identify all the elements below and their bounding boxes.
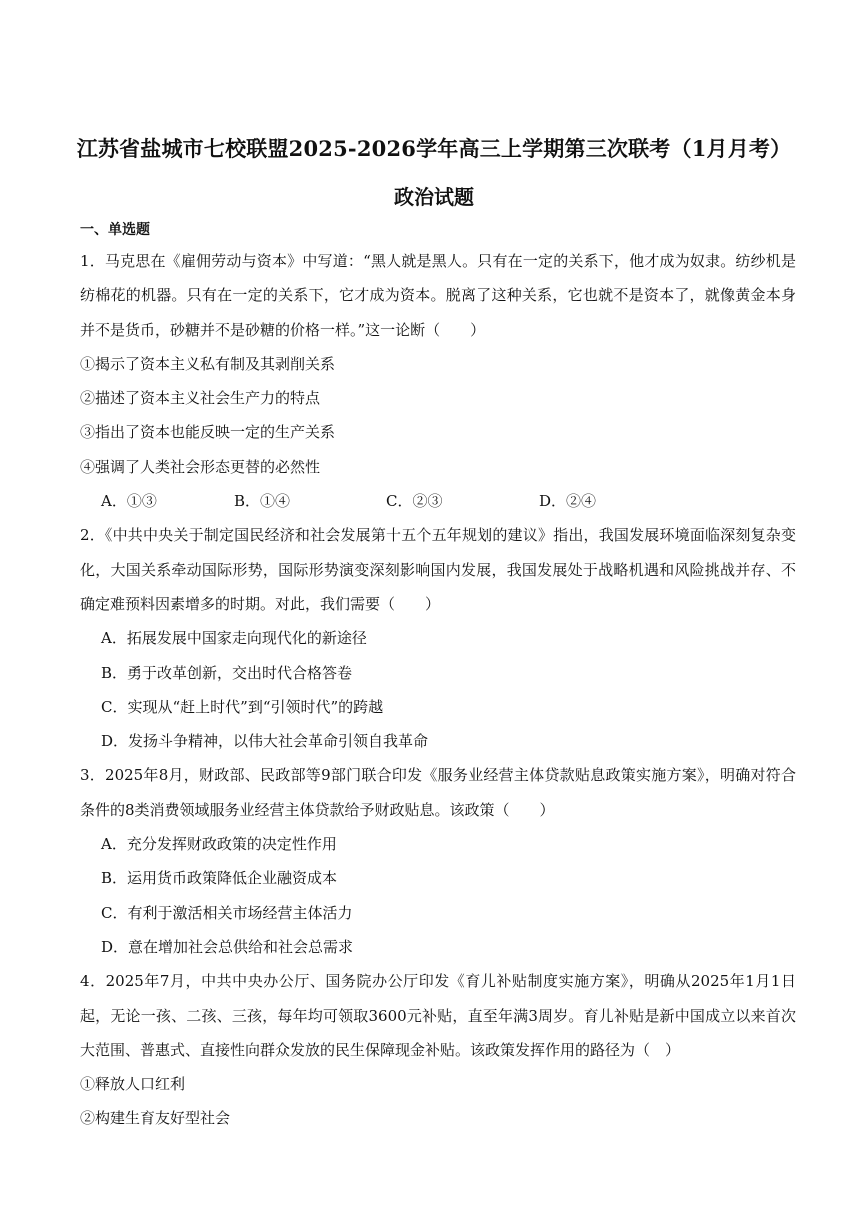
statement-item: ①释放人口红利 — [80, 1075, 186, 1094]
choice-b: B．运用货币政策降低企业融资成本 — [101, 869, 338, 888]
choice-d: D．发扬斗争精神，以伟大社会革命引领自我革命 — [101, 732, 429, 751]
question-4 — [80, 964, 796, 1135]
question-stem: 2．《中共中央关于制定国民经济和社会发展第十五个五年规划的建议》指出，我国发展环境面临深刻复杂变化，大国关系牵动国际形势，国际形势演变深刻影响国内发展，我国发展处于战略机遇和风险挑战并存、不确定难预料因素增多的时期。对此，我们需要（ ） — [80, 526, 796, 613]
choice-a: A．充分发挥财政政策的决定性作用 — [101, 835, 337, 854]
question-2 — [80, 518, 796, 758]
statement-item: ①揭示了资本主义私有制及其剥削关系 — [80, 354, 336, 373]
statement-item: ④强调了人类社会形态更替的必然性 — [80, 457, 321, 476]
statement-item: ②描述了资本主义社会生产力的特点 — [80, 389, 321, 408]
document-subtitle: 政治试题 — [394, 185, 474, 209]
answer-choices — [80, 484, 796, 518]
statement-item: ②构建生育友好型社会 — [80, 1109, 231, 1128]
choice-d: D．②④ — [539, 492, 597, 511]
question-list — [80, 244, 796, 1136]
choice-a: A．拓展发展中国家走向现代化的新途径 — [101, 629, 367, 648]
document-title: 江苏省盐城市七校联盟2025-2026学年高三上学期第三次联考（1月月考） — [76, 136, 792, 161]
question-3 — [80, 758, 796, 964]
choice-a: A．①③ — [101, 492, 157, 511]
question-1 — [80, 244, 796, 518]
choice-d: D．意在增加社会总供给和社会总需求 — [101, 937, 354, 956]
choice-c: C．实现从“赶上时代”到“引领时代”的跨越 — [101, 697, 384, 716]
question-stem: 1．马克思在《雇佣劳动与资本》中写道：“黑人就是黑人。只有在一定的关系下，他才成为奴隶。纺纱机是纺棉花的机器。只有在一定的关系下，它才成为资本。脱离了这种关系，它也就不是资本了，就像黄金本身并不是货币，砂糖并不是砂糖的价格一样。”这一论断（ ） — [80, 252, 796, 339]
statement-item: ③指出了资本也能反映一定的生产关系 — [80, 423, 336, 442]
section-heading: 一、单选题 — [80, 222, 150, 238]
choice-b: B．①④ — [234, 492, 291, 511]
question-stem: 3．2025年8月，财政部、民政部等9部门联合印发《服务业经营主体贷款贴息政策实施方案》，明确对符合条件的8类消费领域服务业经营主体贷款给予财政贴息。该政策（ ） — [80, 766, 796, 819]
choice-c: C．②③ — [386, 492, 443, 511]
choice-c: C．有利于激活相关市场经营主体活力 — [101, 903, 353, 922]
question-stem: 4．2025年7月，中共中央办公厅、国务院办公厅印发《育儿补贴制度实施方案》，明确从2025年1月1日起，无论一孩、二孩、三孩，每年均可领取3600元补贴，直至年满3周岁。育儿补贴是新中国成立以来首次大范围、普惠式、直接性向群众发放的民生保障现金补贴。该政策发挥作用的路径为（ ） — [80, 972, 796, 1059]
choice-b: B．勇于改革创新，交出时代合格答卷 — [101, 663, 353, 682]
